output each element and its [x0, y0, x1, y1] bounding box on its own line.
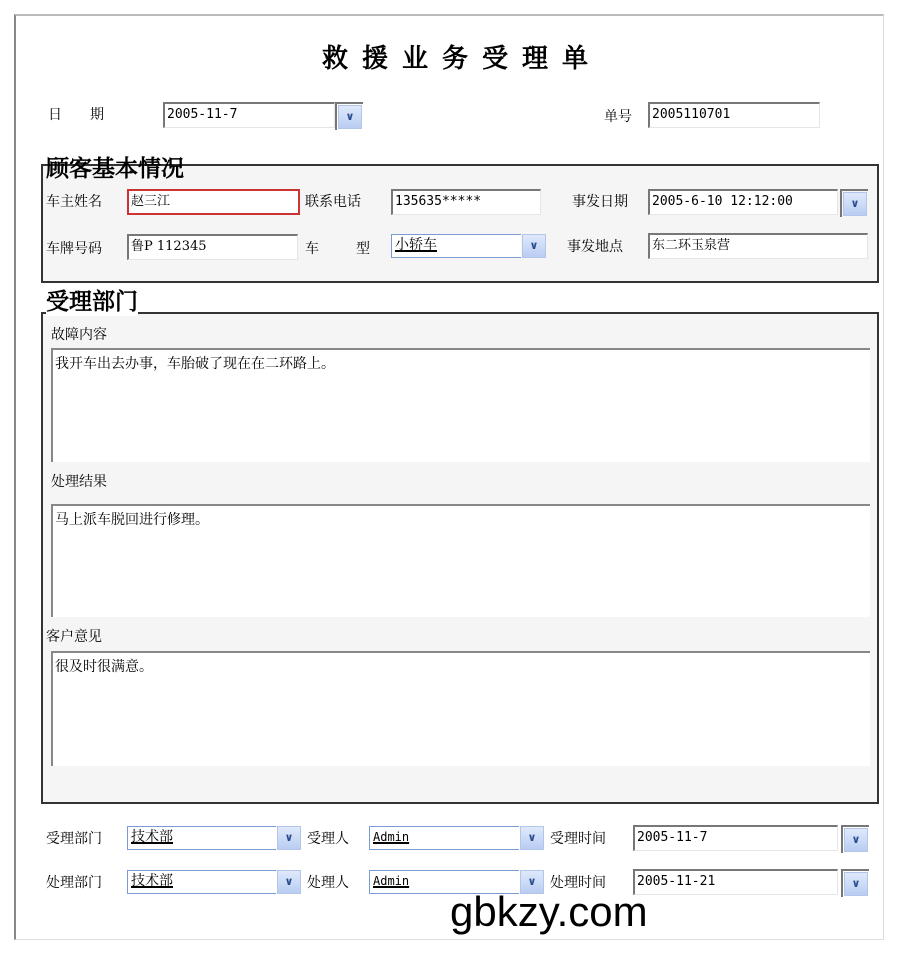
date-label: 日 期 [48, 107, 104, 123]
chevron-down-icon[interactable]: ∨ [520, 870, 544, 894]
chevron-down-icon[interactable]: ∨ [843, 192, 867, 216]
page-title: 救援业务受理单 [321, 44, 602, 74]
chevron-down-icon[interactable]: ∨ [520, 826, 544, 850]
accept-dept-select[interactable]: 技术部 [127, 826, 276, 850]
watermark: gbkzy.com [450, 888, 648, 935]
handle-time-input[interactable]: 2005-11-21 [633, 869, 838, 895]
chevron-down-icon[interactable]: ∨ [277, 870, 301, 894]
handle-person-select[interactable]: Admin [369, 870, 519, 894]
chevron-down-icon[interactable]: ∨ [338, 105, 362, 129]
accept-person-label: 受理人 [307, 831, 349, 847]
order-no-label: 单号 [604, 109, 632, 125]
chevron-down-icon[interactable]: ∨ [844, 872, 868, 896]
handle-dept-label: 处理部门 [46, 875, 102, 891]
opinion-label: 客户意见 [46, 629, 102, 645]
opinion-textarea[interactable]: 很及时很满意。 [51, 651, 870, 766]
accept-dept-label: 受理部门 [46, 831, 102, 847]
fault-textarea[interactable]: 我开车出去办事，车胎破了现在在二环路上。 [51, 348, 870, 462]
handle-person-label: 处理人 [307, 875, 349, 891]
owner-label: 车主姓名 [46, 194, 102, 210]
owner-input[interactable]: 赵三江 [127, 189, 300, 215]
fault-label: 故障内容 [51, 327, 107, 343]
chevron-down-icon[interactable]: ∨ [844, 828, 868, 852]
accept-time-label: 受理时间 [550, 831, 606, 847]
location-input[interactable]: 东二环玉泉营 [648, 233, 868, 259]
department-heading: 受理部门 [46, 283, 138, 316]
chevron-down-icon[interactable]: ∨ [522, 234, 546, 258]
order-no-input[interactable]: 2005110701 [648, 102, 820, 128]
handle-dept-select[interactable]: 技术部 [127, 870, 276, 894]
incident-date-label: 事发日期 [572, 194, 628, 210]
car-type-label-2: 型 [356, 241, 370, 257]
customer-heading: 顾客基本情况 [46, 156, 184, 182]
phone-label: 联系电话 [305, 194, 361, 210]
plate-input[interactable]: 鲁P 112345 [127, 234, 298, 260]
car-type-select[interactable]: 小轿车 [391, 234, 521, 258]
incident-date-input[interactable]: 2005-6-10 12:12:00 [648, 189, 838, 215]
result-textarea[interactable]: 马上派车脱回进行修理。 [51, 504, 870, 617]
chevron-down-icon[interactable]: ∨ [277, 826, 301, 850]
car-type-label: 车 [305, 241, 319, 257]
handle-time-label: 处理时间 [550, 875, 606, 891]
phone-input[interactable]: 135635***** [391, 189, 541, 215]
result-label: 处理结果 [51, 474, 107, 490]
location-label: 事发地点 [567, 239, 623, 255]
accept-person-select[interactable]: Admin [369, 826, 519, 850]
accept-time-input[interactable]: 2005-11-7 [633, 825, 838, 851]
date-input[interactable]: 2005-11-7 [163, 102, 335, 128]
plate-label: 车牌号码 [46, 241, 102, 257]
